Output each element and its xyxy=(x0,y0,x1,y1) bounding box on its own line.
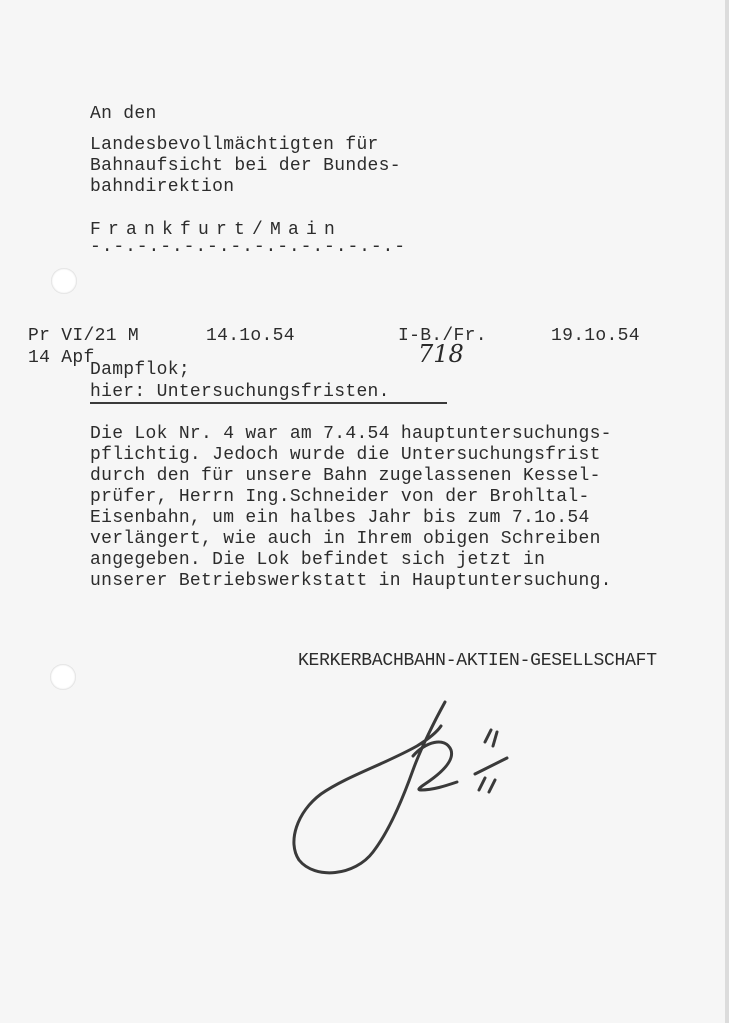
city-line: Frankfurt/Main xyxy=(90,220,343,240)
subject-line-2: hier: Untersuchungsfristen. xyxy=(90,382,390,402)
handwritten-signature xyxy=(285,690,525,890)
addressee-line-1: An den xyxy=(90,104,157,124)
body-line-1: Die Lok Nr. 4 war am 7.4.54 hauptuntersuchungs- xyxy=(90,424,612,444)
body-line-3: durch den für unsere Bahn zugelassenen Kessel- xyxy=(90,466,601,486)
body-line-7: angegeben. Die Lok befindet sich jetzt in xyxy=(90,550,546,570)
your-date: 14.1o.54 xyxy=(206,326,295,346)
body-line-8: unserer Betriebswerkstatt in Hauptuntersuchung. xyxy=(90,571,612,591)
body-line-5: Eisenbahn, um ein halbes Jahr bis zum 7.1o.54 xyxy=(90,508,590,528)
body-line-6: verlängert, wie auch in Ihrem obigen Schreiben xyxy=(90,529,601,549)
handwritten-number: 718 xyxy=(418,340,464,368)
punch-hole-top xyxy=(51,268,77,294)
subject-underline xyxy=(90,402,447,404)
city-dash-underline: -.-.-.-.-.-.-.-.-.-.-.-.-.- xyxy=(90,237,406,257)
page-edge xyxy=(725,0,729,1023)
punch-hole-bottom xyxy=(50,664,76,690)
your-reference: Pr VI/21 M xyxy=(28,326,140,346)
company-signature-block: KERKERBACHBAHN-AKTIEN-GESELLSCHAFT xyxy=(298,651,657,671)
our-reference: I-B./Fr. xyxy=(398,326,487,346)
body-line-2: pflichtig. Jedoch wurde die Untersuchungsfrist xyxy=(90,445,601,465)
subject-line-1: Dampflok; xyxy=(90,360,190,380)
addressee-line-3: Bahnaufsicht bei der Bundes- xyxy=(90,156,401,176)
extra-reference: 14 Apf xyxy=(28,348,95,368)
addressee-line-4: bahndirektion xyxy=(90,177,235,197)
addressee-line-2: Landesbevollmächtigten für xyxy=(90,135,379,155)
body-line-4: prüfer, Herrn Ing.Schneider von der Brohltal- xyxy=(90,487,590,507)
our-date: 19.1o.54 xyxy=(551,326,640,346)
